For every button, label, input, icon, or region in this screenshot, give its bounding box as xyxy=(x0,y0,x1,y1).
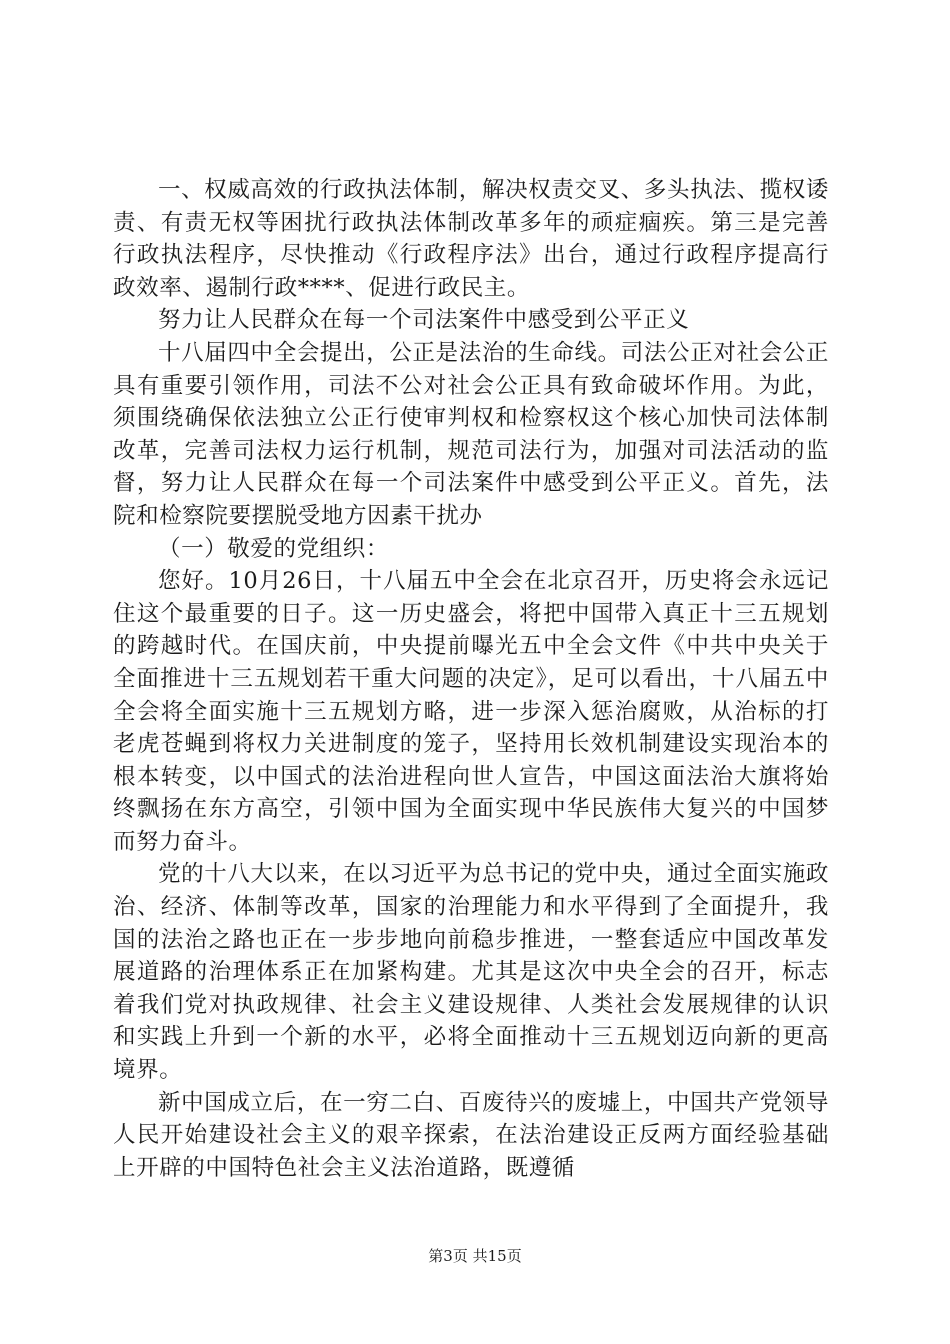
paragraph-fifth-plenum: 您好。10月26日，十八届五中全会在北京召开，历史将会永远记住这个最重要的日子。这一历史盛会，将把中国带入真正十三五规划的跨越时代。在国庆前，中央提前曝光五中全会文件《中共中央关于全面推进十三五规划若干重大问题的决定》，足可以看出，十八届五中全会将全面实施十三五规划方略，进一步深入惩治腐败，从治标的打老虎苍蝇到将权力关进制度的笼子，坚持用长效机制建设实现治本的根本转变，以中国式的法治进程向世人宣告，中国这面法治大旗将始终飘扬在东方高空，引领中国为全面实现中华民族伟大复兴的中国梦而努力奋斗。 xyxy=(113,568,829,855)
paragraph-new-china: 新中国成立后，在一穷二白、百废待兴的废墟上，中国共产党领导人民开始建设社会主义的艰辛探索，在法治建设正反两方面经验基础上开辟的中国特色社会主义法治道路，既遵循 xyxy=(113,1089,829,1181)
document-body xyxy=(113,174,829,1184)
page-number-footer: 第3页 共15页 xyxy=(428,1247,522,1265)
paragraph-admin-enforcement: 一、权威高效的行政执法体制，解决权责交叉、多头执法、揽权诿责、有责无权等困扰行政执法体制改革多年的顽症痼疾。第三是完善行政执法程序，尽快推动《行政程序法》出台，通过行政程序提高行政效率、遏制行政****、促进行政民主。 xyxy=(113,177,829,301)
paragraph-eighteenth-congress: 党的十八大以来，在以习近平为总书记的党中央，通过全面实施政治、经济、体制等改革，国家的治理能力和水平得到了全面提升，我国的法治之路也正在一步步地向前稳步推进，一整套适应中国改革发展道路的治理体系正在加紧构建。尤其是这次中央全会的召开，标志着我们党对执政规律、社会主义建设规律、人类社会发展规律的认识和实践上升到一个新的水平，必将全面推动十三五规划迈向新的更高境界。 xyxy=(113,861,829,1084)
paragraph-justice-heading: 努力让人民群众在每一个司法案件中感受到公平正义 xyxy=(158,307,690,334)
paragraph-salutation: （一）敬爱的党组织： xyxy=(158,535,390,562)
paragraph-judicial-reform: 十八届四中全会提出，公正是法治的生命线。司法公正对社会公正具有重要引领作用，司法不公对社会公正具有致命破坏作用。为此，须围绕确保依法独立公正行使审判权和检察权这个核心加快司法体制改革，完善司法权力运行机制，规范司法行为，加强对司法活动的监督，努力让人民群众在每一个司法案件中感受到公平正义。首先，法院和检察院要摆脱受地方因素干扰办 xyxy=(113,339,829,529)
